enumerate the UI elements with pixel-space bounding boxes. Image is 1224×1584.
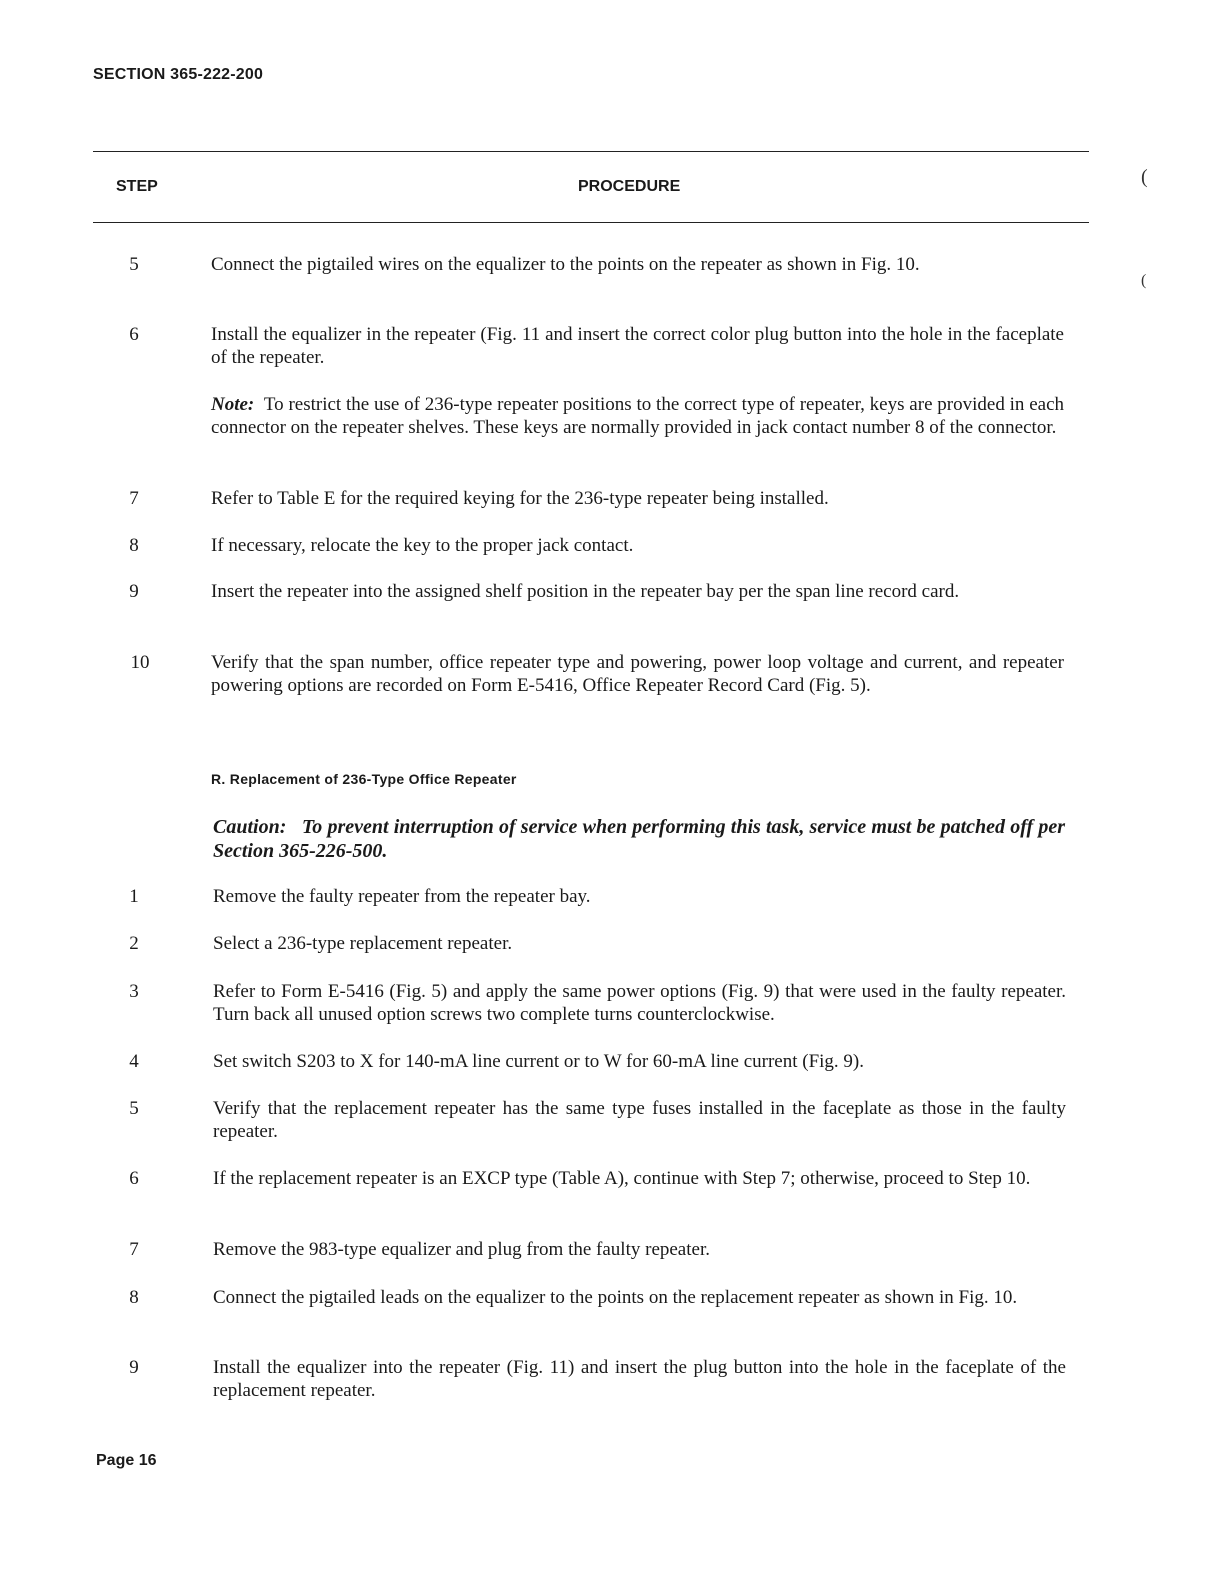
step-text: If the replacement repeater is an EXCP type (Table A), continue with Step 7; otherwise, proceed to Step 10. [213, 1168, 1031, 1189]
step-text: Connect the pigtailed leads on the equalizer to the points on the replacement repeater as shown in Fig. 10. [213, 1287, 1018, 1308]
step-text: Install the equalizer into the repeater (Fig. 11) and insert the plug button into the hole in the faceplate of the replacement repeater. [213, 1357, 1066, 1401]
step-number: 6 [129, 1168, 139, 1189]
step-number: 7 [129, 1239, 139, 1260]
margin-mark: ( [1141, 272, 1147, 289]
step-column-header: STEP [116, 178, 158, 195]
step-text: Verify that the span number, office repeater type and powering, power loop voltage and current, and repeater powering options are recorded on Form E-5416, Office Repeater Record Card (Fig. 5). [211, 652, 1064, 696]
step-text: Remove the faulty repeater from the repeater bay. [213, 886, 591, 907]
step-number: 2 [129, 933, 139, 954]
page-number: Page 16 [96, 1452, 157, 1469]
step-number: 9 [129, 581, 139, 602]
step-number: 8 [129, 1287, 139, 1308]
step-text: Set switch S203 to X for 140-mA line current or to W for 60-mA line current (Fig. 9). [213, 1051, 865, 1072]
step-text: Refer to Table E for the required keying for the 236-type repeater being installed. [211, 488, 829, 509]
step-number: 5 [129, 254, 139, 275]
step-text: Remove the 983-type equalizer and plug from the faulty repeater. [213, 1239, 710, 1260]
procedure-column-header: PROCEDURE [578, 178, 681, 195]
step-number: 3 [129, 981, 139, 1002]
subsection-heading: R. Replacement of 236-Type Office Repeater [211, 771, 517, 787]
step-text: Insert the repeater into the assigned shelf position in the repeater bay per the span line record card. [211, 581, 960, 602]
step-text: Refer to Form E-5416 (Fig. 5) and apply the same power options (Fig. 9) that were used in the faulty repeater. Turn back all unused option screws two complete turns counterclockwise. [213, 981, 1066, 1025]
step-number: 4 [129, 1051, 139, 1072]
note-paragraph [211, 393, 1064, 439]
section-number: SECTION 365-222-200 [93, 66, 264, 83]
table-header-rule [93, 222, 1089, 223]
step-text: Connect the pigtailed wires on the equalizer to the points on the repeater as shown in Fig. 10. [211, 254, 920, 275]
note-label: Note: [211, 394, 255, 415]
step-text: Select a 236-type replacement repeater. [213, 933, 513, 954]
caution-text: To prevent interruption of service when performing this task, service must be patched off per Section 365-226-500. [213, 816, 1066, 862]
caution-paragraph [213, 815, 1065, 863]
step-number: 6 [129, 324, 139, 345]
step-number: 9 [129, 1357, 139, 1378]
margin-mark: ( [1141, 166, 1148, 188]
step-text: Install the equalizer in the repeater (Fig. 11 and insert the correct color plug button into the hole in the faceplate of the repeater. [211, 324, 1064, 368]
step-number: 5 [129, 1098, 139, 1119]
step-number: 10 [130, 652, 150, 673]
step-number: 7 [129, 488, 139, 509]
step-number: 8 [129, 535, 139, 556]
step-text: If necessary, relocate the key to the proper jack contact. [211, 535, 634, 556]
step-text: Verify that the replacement repeater has the same type fuses installed in the faceplate as those in the faulty repeater. [213, 1098, 1066, 1142]
step-number: 1 [129, 886, 139, 907]
table-top-rule [93, 151, 1089, 152]
caution-label: Caution: [213, 816, 287, 838]
note-text: To restrict the use of 236-type repeater positions to the correct type of repeater, keys are provided in each connector on the repeater shelves. These keys are normally provided in jack contact number 8 of the connector. [211, 394, 1065, 438]
